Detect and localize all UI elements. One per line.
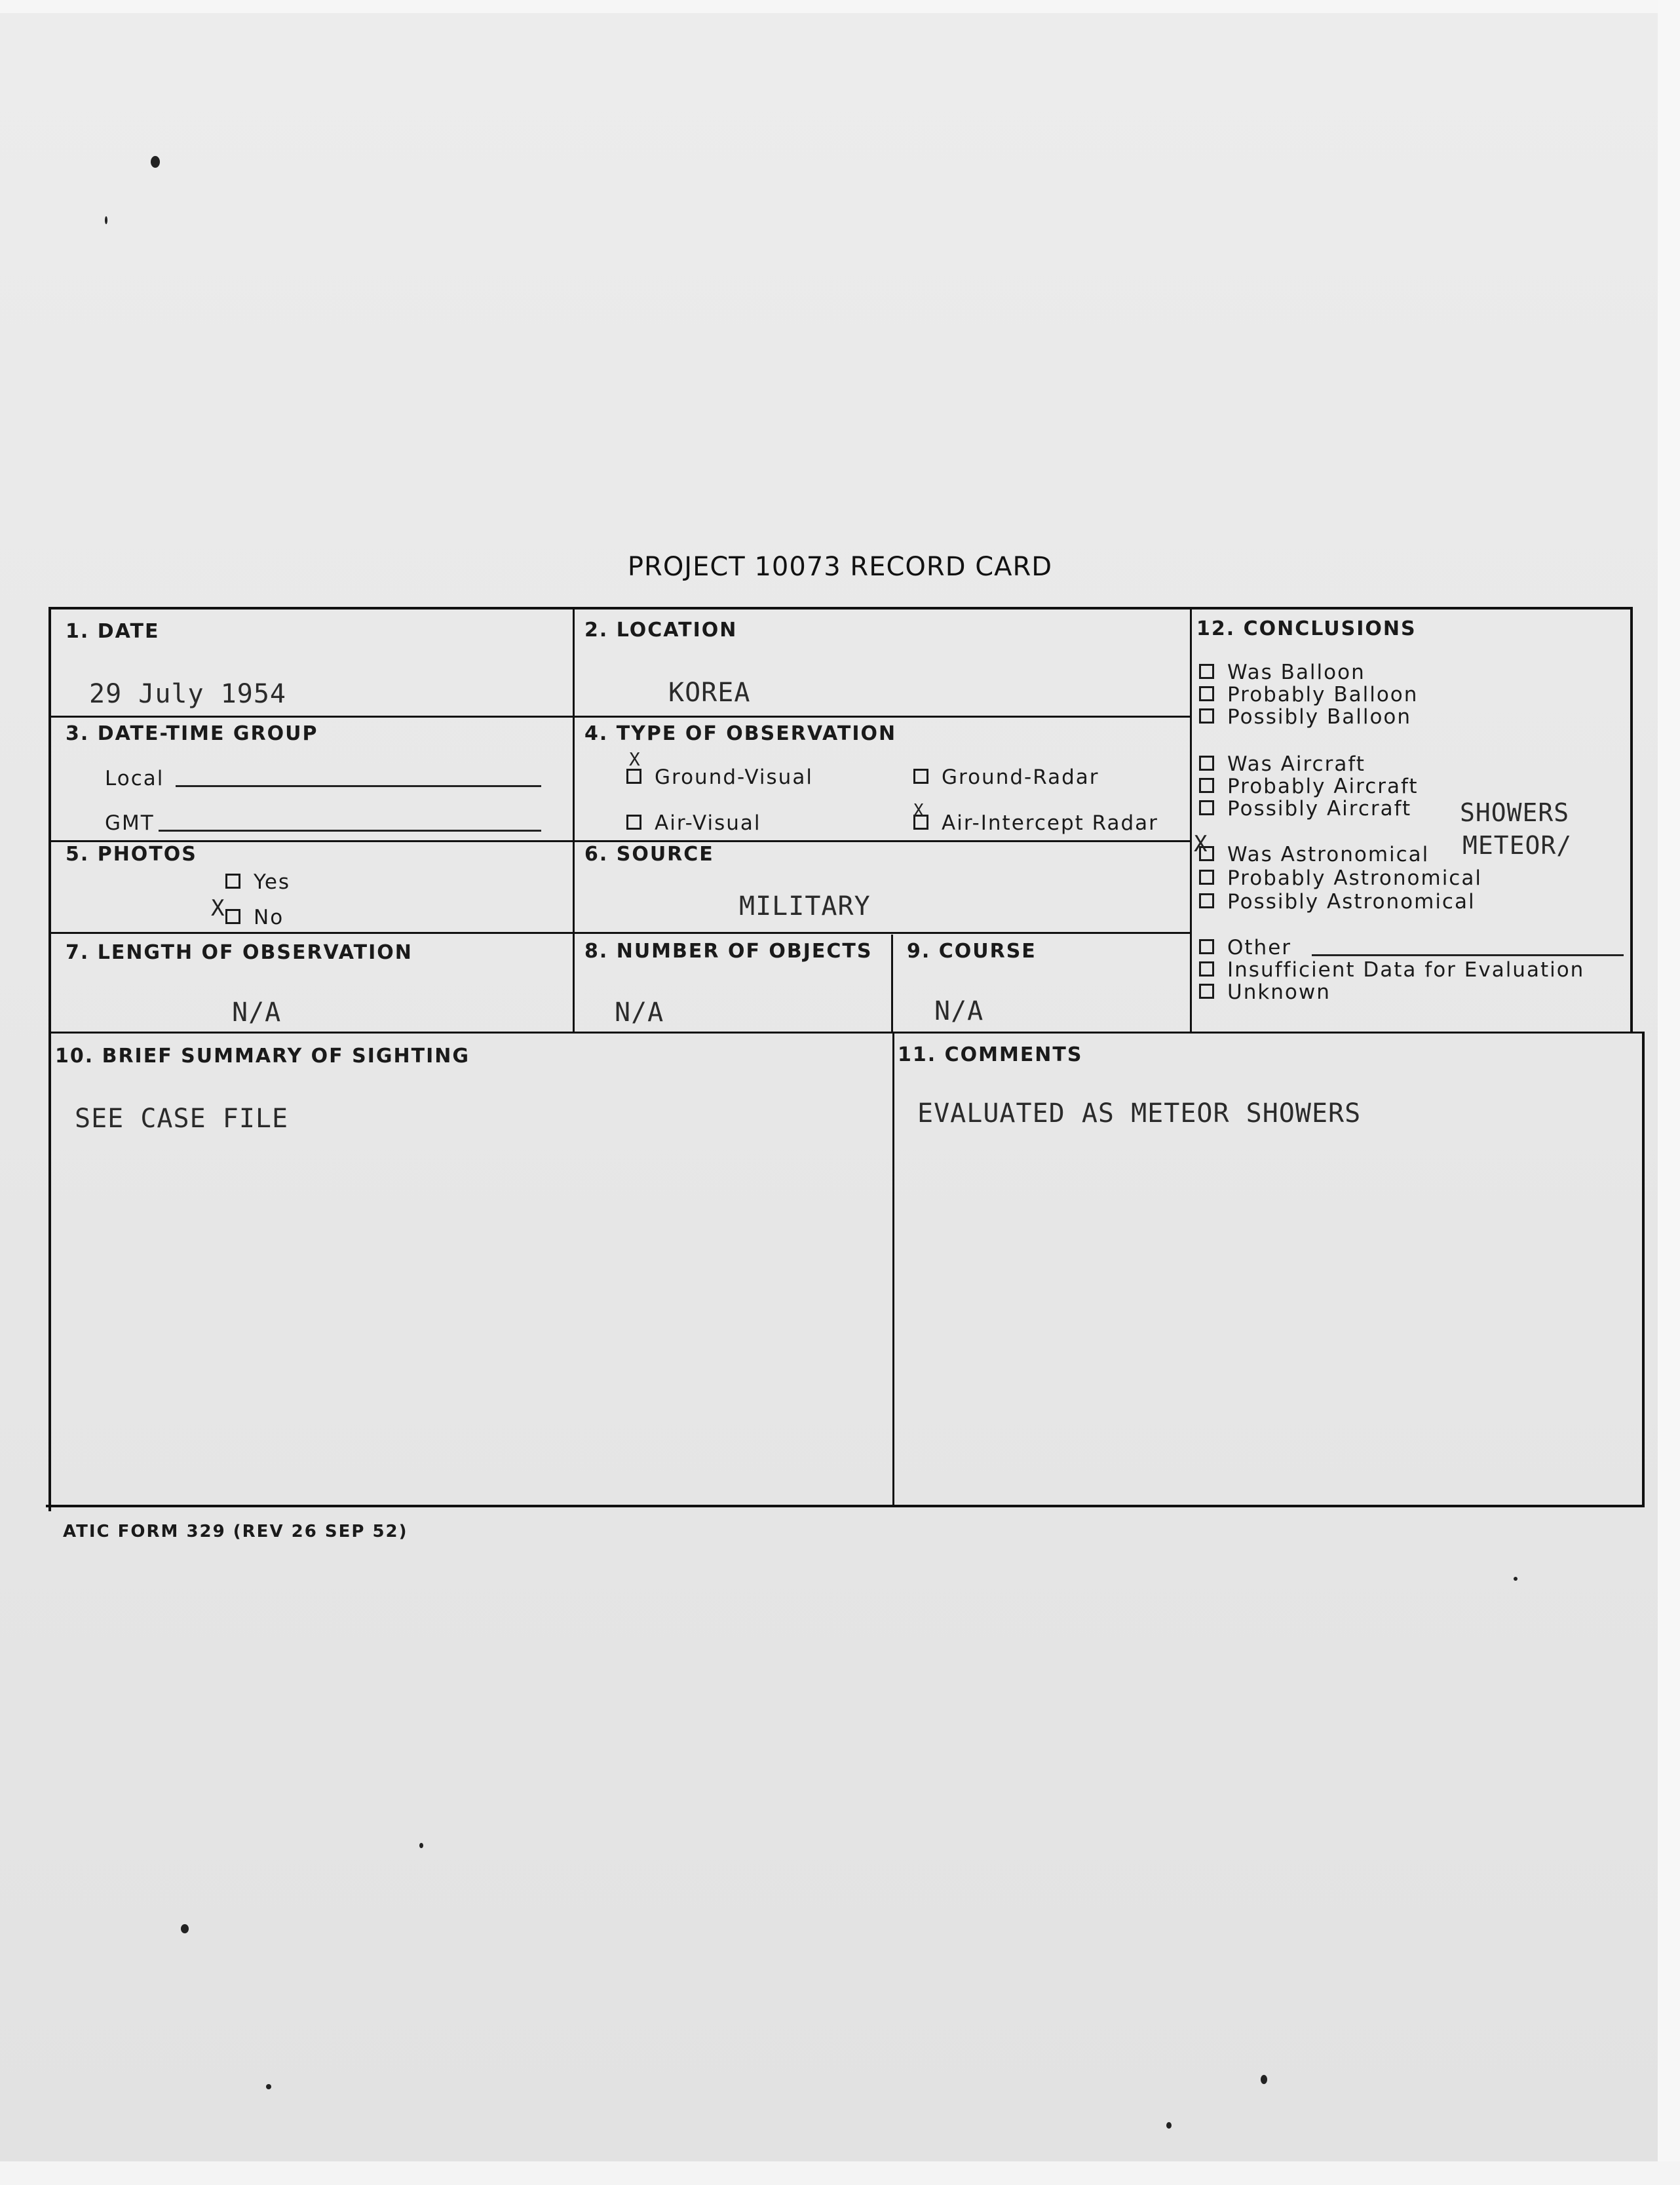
conclusion-probably-balloon[interactable] — [1199, 683, 1418, 706]
conclusion-unknown[interactable] — [1199, 980, 1331, 1004]
was-aircraft-text: Was Aircraft — [1227, 752, 1365, 776]
scan-edge-bottom — [0, 2161, 1680, 2185]
probably-balloon-checkbox[interactable] — [1199, 686, 1214, 701]
option-photos-yes[interactable] — [225, 870, 290, 894]
air-intercept-radar-text: Air-Intercept Radar — [942, 811, 1158, 835]
conclusion-possibly-balloon[interactable] — [1199, 705, 1411, 729]
scan-speck — [105, 216, 107, 224]
length-of-observation-label: 7. LENGTH OF OBSERVATION — [66, 941, 413, 964]
date-time-group-label: 3. DATE-TIME GROUP — [66, 722, 318, 745]
frame-left — [48, 607, 51, 1511]
probably-astronomical-checkbox[interactable] — [1199, 870, 1214, 885]
local-time-blank — [176, 785, 541, 787]
other-blank — [1312, 954, 1624, 956]
frame-bottom — [46, 1505, 1645, 1507]
scan-edge-top — [0, 0, 1680, 13]
conclusion-was-astronomical[interactable] — [1199, 843, 1429, 866]
option-photos-no[interactable] — [225, 906, 284, 929]
source-label: 6. SOURCE — [584, 843, 714, 866]
conclusion-was-aircraft[interactable] — [1199, 752, 1365, 776]
conclusion-probably-aircraft[interactable] — [1199, 775, 1419, 798]
card-title: PROJECT 10073 RECORD CARD — [627, 552, 1053, 582]
ground-visual-checkbox[interactable] — [626, 769, 641, 784]
divider-row-4 — [50, 1032, 1643, 1034]
divider-row-2 — [50, 840, 1191, 842]
scan-speck — [181, 1924, 189, 1933]
ground-radar-text: Ground-Radar — [942, 765, 1099, 789]
conclusion-other[interactable] — [1199, 936, 1291, 959]
air-intercept-radar-check-mark: X — [913, 801, 924, 821]
conclusion-annotation-line2: METEOR/ — [1462, 831, 1573, 860]
other-text: Other — [1227, 936, 1292, 959]
location-value: KOREA — [668, 678, 751, 708]
other-checkbox[interactable] — [1199, 939, 1214, 954]
scan-speck — [1166, 2122, 1172, 2129]
source-value: MILITARY — [739, 891, 871, 921]
air-visual-text: Air-Visual — [655, 811, 761, 835]
course-value: N/A — [934, 996, 984, 1026]
probably-aircraft-text: Probably Aircraft — [1227, 775, 1419, 798]
gmt-time-label: GMT — [105, 811, 155, 835]
was-balloon-checkbox[interactable] — [1199, 664, 1214, 679]
photos-no-text: No — [254, 906, 284, 929]
photos-yes-checkbox[interactable] — [225, 874, 240, 889]
photos-yes-text: Yes — [254, 870, 291, 894]
unknown-checkbox[interactable] — [1199, 984, 1214, 999]
option-ground-radar[interactable] — [913, 765, 1099, 789]
date-label: 1. DATE — [66, 620, 160, 643]
option-air-visual[interactable] — [626, 811, 761, 835]
form-footer: ATIC FORM 329 (REV 26 SEP 52) — [63, 1522, 408, 1541]
length-of-observation-value: N/A — [232, 997, 282, 1028]
gmt-time-blank — [159, 830, 541, 832]
was-astronomical-text: Was Astronomical — [1227, 843, 1430, 866]
scan-edge-right — [1658, 0, 1680, 2185]
scan-speck — [1261, 2075, 1267, 2084]
possibly-balloon-checkbox[interactable] — [1199, 708, 1214, 724]
option-ground-visual[interactable] — [626, 765, 813, 789]
possibly-astronomical-checkbox[interactable] — [1199, 893, 1214, 908]
scan-speck — [1514, 1577, 1518, 1581]
date-value: 29 July 1954 — [89, 679, 286, 709]
conclusion-possibly-astronomical[interactable] — [1199, 890, 1476, 914]
scan-speck — [419, 1843, 423, 1848]
ground-visual-check-mark: X — [629, 748, 640, 770]
frame-right-upper — [1630, 607, 1633, 1033]
course-label: 9. COURSE — [907, 940, 1037, 963]
comments-label: 11. COMMENTS — [898, 1043, 1083, 1066]
number-of-objects-label: 8. NUMBER OF OBJECTS — [584, 940, 873, 963]
possibly-astronomical-text: Possibly Astronomical — [1227, 890, 1476, 914]
insufficient-data-text: Insufficient Data for Evaluation — [1227, 958, 1585, 982]
location-label: 2. LOCATION — [584, 619, 738, 642]
possibly-aircraft-text: Possibly Aircraft — [1227, 797, 1412, 821]
type-of-observation-label: 4. TYPE OF OBSERVATION — [584, 722, 897, 745]
conclusion-probably-astronomical[interactable] — [1199, 866, 1482, 890]
ground-visual-text: Ground-Visual — [655, 765, 813, 789]
frame-top — [50, 607, 1633, 609]
conclusions-label: 12. CONCLUSIONS — [1196, 617, 1417, 640]
photos-label: 5. PHOTOS — [66, 843, 197, 866]
possibly-balloon-text: Possibly Balloon — [1227, 705, 1412, 729]
unknown-text: Unknown — [1227, 980, 1331, 1004]
photos-no-check-mark: X — [211, 895, 225, 921]
divider-col-conclusions — [1190, 608, 1192, 1033]
comments-value: EVALUATED AS METEOR SHOWERS — [917, 1098, 1362, 1129]
conclusion-insufficient-data[interactable] — [1199, 958, 1584, 982]
probably-aircraft-checkbox[interactable] — [1199, 778, 1214, 793]
conclusion-annotation-line1: SHOWERS — [1460, 798, 1570, 827]
probably-balloon-text: Probably Balloon — [1227, 683, 1419, 706]
scan-speck — [151, 156, 160, 168]
possibly-aircraft-checkbox[interactable] — [1199, 800, 1214, 815]
divider-col-lower — [892, 1033, 894, 1506]
divider-col-course — [891, 935, 893, 1033]
insufficient-data-checkbox[interactable] — [1199, 961, 1214, 976]
was-aircraft-checkbox[interactable] — [1199, 756, 1214, 771]
air-visual-checkbox[interactable] — [626, 815, 641, 830]
scan-speck — [266, 2084, 271, 2089]
conclusion-possibly-aircraft[interactable] — [1199, 797, 1411, 821]
divider-col-1 — [573, 608, 575, 1033]
ground-radar-checkbox[interactable] — [913, 769, 928, 784]
divider-row-1 — [50, 716, 1191, 718]
frame-right-lower — [1642, 1032, 1645, 1505]
brief-summary-value: SEE CASE FILE — [75, 1104, 289, 1134]
brief-summary-label: 10. BRIEF SUMMARY OF SIGHTING — [55, 1045, 470, 1068]
divider-row-3 — [50, 932, 1191, 934]
number-of-objects-value: N/A — [615, 997, 664, 1028]
option-air-intercept-radar[interactable] — [913, 811, 1158, 835]
was-astronomical-check-mark: X — [1194, 831, 1208, 857]
conclusion-was-balloon[interactable] — [1199, 661, 1365, 684]
local-time-label: Local — [105, 767, 164, 790]
was-balloon-text: Was Balloon — [1227, 661, 1365, 684]
photos-no-checkbox[interactable] — [225, 909, 240, 924]
probably-astronomical-text: Probably Astronomical — [1227, 866, 1482, 890]
